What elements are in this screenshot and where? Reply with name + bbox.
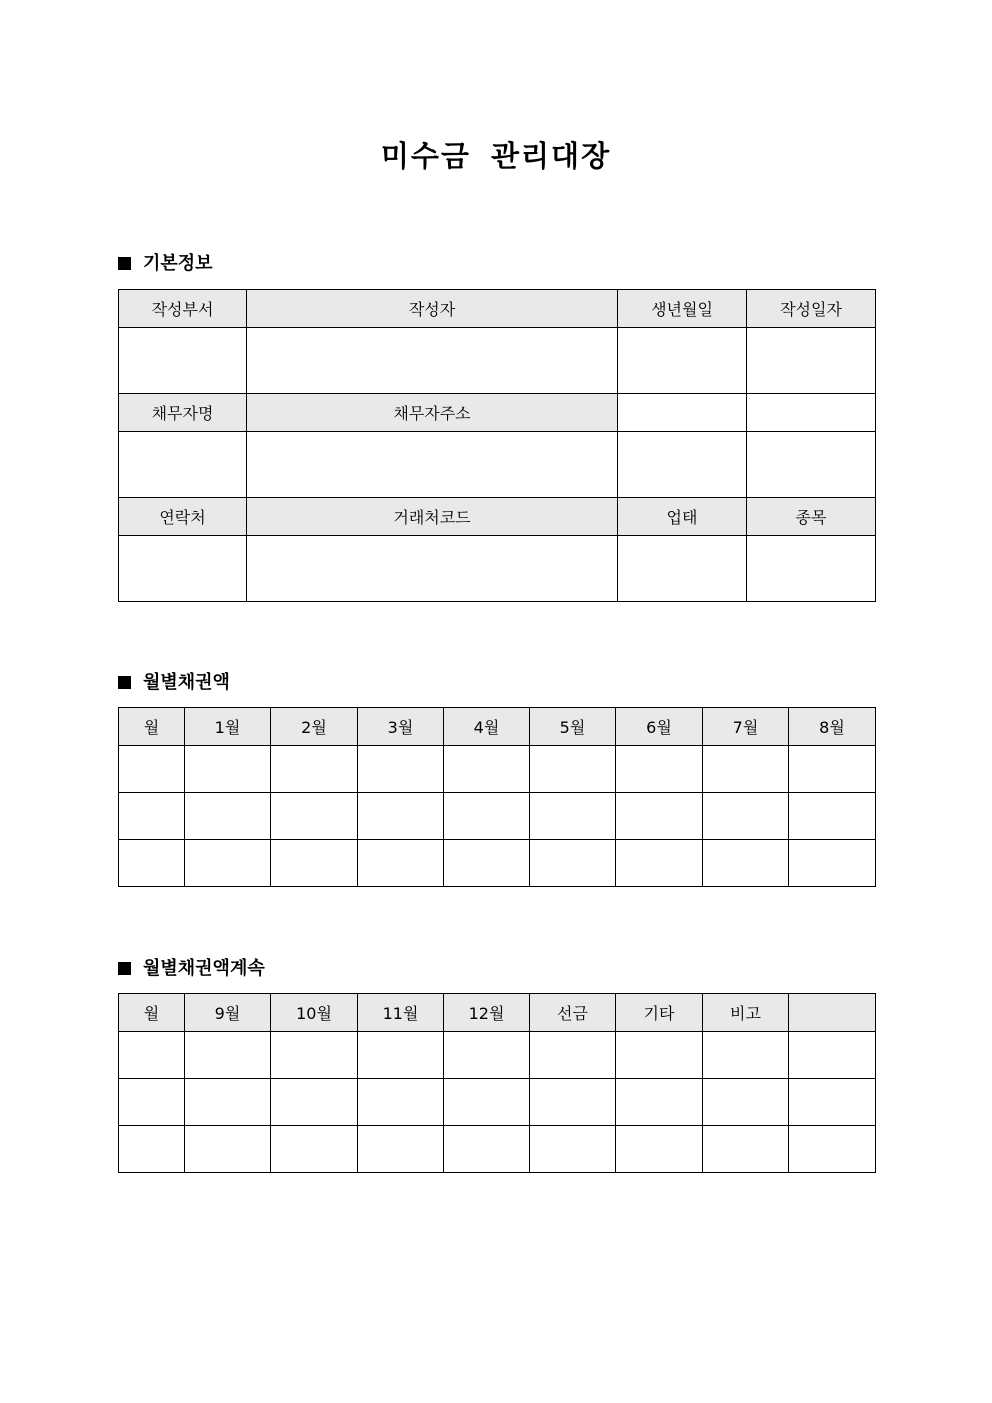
input-cell[interactable] [616,1079,703,1126]
column-header: 기타 [616,994,703,1032]
input-cell[interactable] [271,840,358,887]
input-cell[interactable] [119,746,185,793]
document-title: 미수금 관리대장 [380,139,612,173]
column-header: 월 [119,994,185,1032]
column-header: 월 [119,708,185,746]
column-header: 5월 [530,708,616,746]
section-heading-label: 월별채권액 [143,672,230,693]
table-row [119,840,876,887]
table-row [119,394,876,432]
input-cell[interactable] [618,328,747,394]
input-cell[interactable] [616,1126,703,1173]
table-row [119,328,876,394]
label-cell: 작성부서 [119,290,247,328]
section-heading-label: 기본정보 [143,253,213,274]
square-bullet-icon [118,257,131,270]
table-row [119,1032,876,1079]
input-cell[interactable] [789,840,876,887]
input-cell[interactable] [616,840,703,887]
input-cell[interactable] [444,840,530,887]
input-cell[interactable] [618,536,747,602]
label-cell: 연락처 [119,498,247,536]
column-header: 12월 [444,994,530,1032]
input-cell[interactable] [271,1126,358,1173]
table-row [119,432,876,498]
input-cell[interactable] [530,1079,616,1126]
input-cell[interactable] [530,746,616,793]
input-cell[interactable] [358,1126,444,1173]
table-row [119,1126,876,1173]
column-header [789,994,876,1032]
monthly-receivables-table [118,707,876,887]
input-cell[interactable] [119,793,185,840]
column-header: 3월 [358,708,444,746]
column-header: 8월 [789,708,876,746]
section-heading-monthly [118,670,230,696]
table-header-row [119,708,876,746]
input-cell[interactable] [358,840,444,887]
column-header: 11월 [358,994,444,1032]
label-cell: 채무자명 [119,394,247,432]
input-cell[interactable] [185,1032,271,1079]
input-cell[interactable] [618,432,747,498]
input-cell[interactable] [119,536,247,602]
column-header: 7월 [703,708,789,746]
input-cell[interactable] [747,394,876,432]
input-cell[interactable] [185,746,271,793]
input-cell[interactable] [616,746,703,793]
monthly-receivables-cont-table [118,993,876,1173]
input-cell[interactable] [185,840,271,887]
input-cell[interactable] [789,793,876,840]
column-header: 4월 [444,708,530,746]
column-header: 10월 [271,994,358,1032]
input-cell[interactable] [444,1032,530,1079]
input-cell[interactable] [703,1079,789,1126]
input-cell[interactable] [247,432,618,498]
input-cell[interactable] [616,1032,703,1079]
input-cell[interactable] [119,1032,185,1079]
input-cell[interactable] [703,1126,789,1173]
input-cell[interactable] [789,1079,876,1126]
label-cell: 거래처코드 [247,498,618,536]
input-cell[interactable] [747,328,876,394]
input-cell[interactable] [703,793,789,840]
table-row [119,746,876,793]
section-heading-label: 월별채권액계속 [143,958,265,979]
input-cell[interactable] [247,536,618,602]
table-row [119,1079,876,1126]
input-cell[interactable] [247,328,618,394]
column-header: 선금 [530,994,616,1032]
section-heading-basic-info [118,251,213,277]
input-cell[interactable] [444,746,530,793]
column-header: 비고 [703,994,789,1032]
table-row [119,536,876,602]
basic-info-table [118,289,876,602]
table-row [119,290,876,328]
input-cell[interactable] [703,746,789,793]
input-cell[interactable] [444,1079,530,1126]
input-cell[interactable] [271,1032,358,1079]
input-cell[interactable] [119,1079,185,1126]
column-header: 9월 [185,994,271,1032]
input-cell[interactable] [271,1079,358,1126]
input-cell[interactable] [747,536,876,602]
input-cell[interactable] [444,1126,530,1173]
input-cell[interactable] [530,1126,616,1173]
input-cell[interactable] [185,1126,271,1173]
table-header-row [119,994,876,1032]
input-cell[interactable] [703,1032,789,1079]
input-cell[interactable] [271,746,358,793]
square-bullet-icon [118,962,131,975]
section-heading-monthly-cont [118,956,265,982]
input-cell[interactable] [358,793,444,840]
input-cell[interactable] [185,793,271,840]
input-cell[interactable] [789,1032,876,1079]
input-cell[interactable] [119,328,247,394]
label-cell: 작성일자 [747,290,876,328]
input-cell[interactable] [530,1032,616,1079]
input-cell[interactable] [358,1079,444,1126]
input-cell[interactable] [789,1126,876,1173]
table-row [119,498,876,536]
input-cell[interactable] [616,793,703,840]
label-cell: 종목 [747,498,876,536]
input-cell[interactable] [271,793,358,840]
input-cell[interactable] [358,746,444,793]
input-cell[interactable] [119,840,185,887]
table-row [119,793,876,840]
input-cell[interactable] [703,840,789,887]
square-bullet-icon [118,676,131,689]
input-cell[interactable] [119,1126,185,1173]
input-cell[interactable] [358,1032,444,1079]
input-cell[interactable] [185,1079,271,1126]
input-cell[interactable] [530,793,616,840]
column-header: 1월 [185,708,271,746]
label-cell: 생년월일 [618,290,747,328]
column-header: 6월 [616,708,703,746]
label-cell: 업태 [618,498,747,536]
input-cell[interactable] [789,746,876,793]
input-cell[interactable] [444,793,530,840]
input-cell[interactable] [119,432,247,498]
label-cell: 작성자 [247,290,618,328]
label-cell: 채무자주소 [247,394,618,432]
input-cell[interactable] [530,840,616,887]
column-header: 2월 [271,708,358,746]
input-cell[interactable] [747,432,876,498]
input-cell[interactable] [618,394,747,432]
